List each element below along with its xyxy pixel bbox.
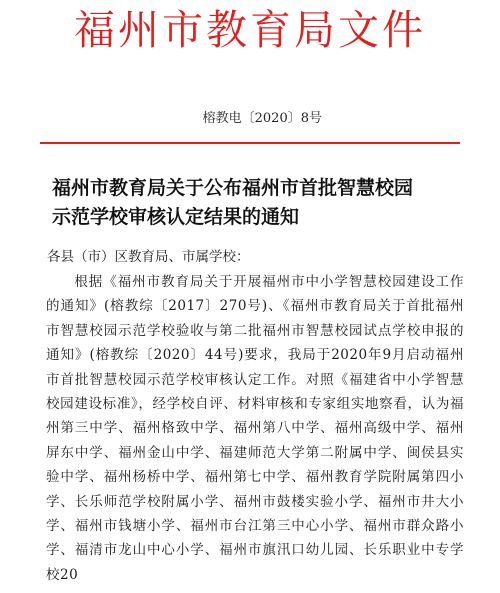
salutation: 各县（市）区教育局、市属学校： bbox=[47, 249, 250, 265]
document-header-title: 福州市教育局文件 bbox=[74, 6, 426, 54]
notice-title bbox=[52, 174, 472, 232]
notice-title-line-2: 示范学校审核认定结果的通知 bbox=[52, 206, 300, 228]
header-red-rule bbox=[40, 142, 460, 144]
notice-title-line-1: 福州市教育局关于公布福州市首批智慧校园 bbox=[52, 177, 414, 199]
document-number: 榕教电〔2020〕8号 bbox=[202, 111, 322, 126]
body-paragraph: 根据《福州市教育局关于开展福州市中小学智慧校园建设工作的通知》(榕教综〔2017〕270号)、《福州市教育局关于首批福州市智慧校园示范学校验收与第二批福州市智慧校园试点学校申报的通知》(榕教综〔2020〕44号)要求，我局于2020年9月启动福州市首批智慧校园示范学校审核认定工作。对照《福建省中小学智慧校园建设标准》，经学校自评、材料审核和专家组实地察看，认为福州第三中学、福州格致中学、福州第八中学、福州高级中学、福州屏东中学、福州金山中学、福建师范大学第二附属中学、闽侯县实验中学、福州杨桥中学、福州第七中学、福州教育学院附属第四小学、长乐师范学校附属小学、福州市鼓楼实验小学、福州市井大小学、福州市钱塘小学、福州市台江第三中心小学、福州市群众路小学、福清市龙山中心小学、福州市旗汛口幼儿园、长乐职业中专学校20 bbox=[46, 274, 464, 583]
